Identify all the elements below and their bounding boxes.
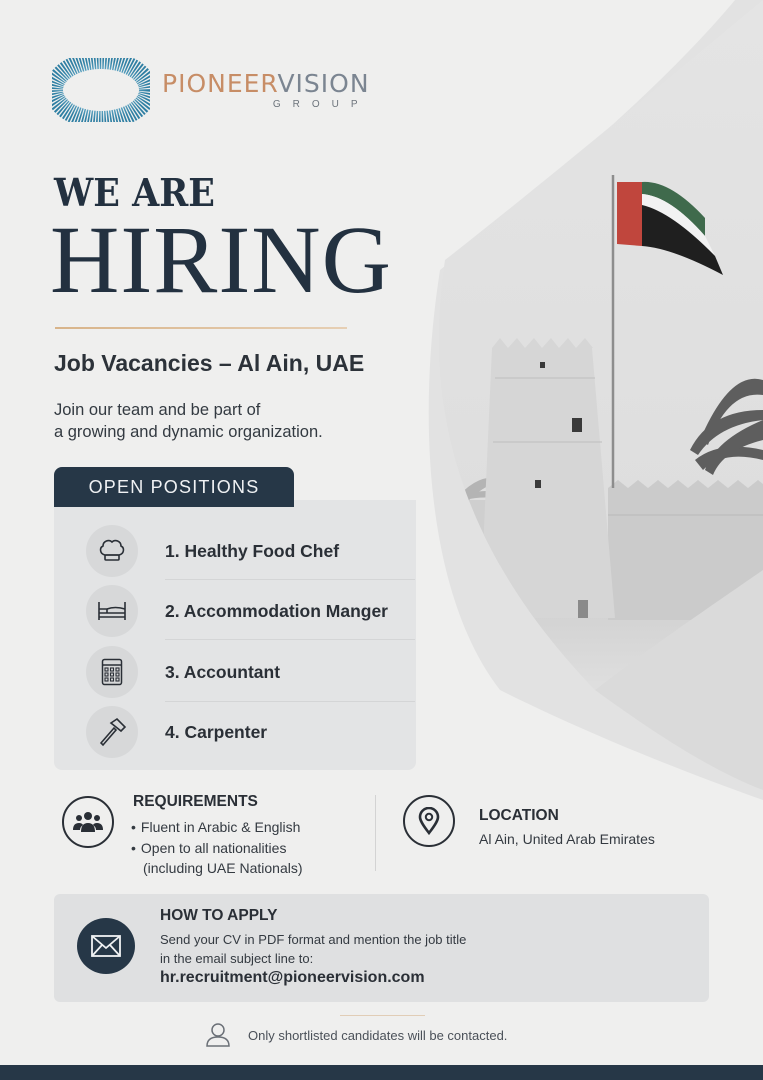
footer-note: Only shortlisted candidates will be contacted. (205, 1022, 507, 1048)
divider (165, 639, 415, 640)
how-to-apply-title: HOW TO APPLY (160, 907, 278, 924)
location-title: LOCATION (479, 807, 559, 824)
headline-we-are: WE ARE (54, 170, 215, 215)
requirements-title: REQUIREMENTS (133, 793, 258, 810)
open-positions-header: OPEN POSITIONS (54, 467, 294, 507)
divider (165, 701, 415, 702)
map-pin-icon (403, 795, 455, 847)
requirement-continuation: (including UAE Nationals) (143, 860, 303, 876)
position-item: 3. Accountant (86, 646, 416, 698)
position-item: 1. Healthy Food Chef (86, 525, 416, 577)
requirement-item: • Fluent in Arabic & English (131, 817, 303, 838)
position-item: 4. Carpenter (86, 706, 416, 758)
location-value: Al Ain, United Arab Emirates (479, 831, 655, 847)
position-item: 2. Accommodation Manger (86, 585, 416, 637)
brand-logo (52, 58, 370, 122)
job-vacancies-subtitle: Job Vacancies – Al Ain, UAE (54, 350, 365, 376)
people-group-icon (62, 796, 114, 848)
headline-hiring: HIRING (50, 206, 392, 313)
divider (165, 579, 415, 580)
brand-name: PIONEERVISION (162, 68, 370, 98)
footer-divider (340, 1015, 425, 1016)
vertical-divider (375, 795, 376, 871)
brand-group: GROUP (272, 98, 370, 110)
intro-text: Join our team and be part of a growing and dynamic organization. (54, 401, 323, 441)
user-outline-icon (205, 1022, 231, 1048)
footer-bar (0, 1065, 763, 1080)
requirements-list (131, 817, 303, 879)
chef-hat-icon (86, 525, 138, 577)
gold-divider (55, 327, 347, 329)
apply-email-link[interactable]: hr.recruitment@pioneervision.com (160, 969, 425, 986)
hammer-icon (86, 706, 138, 758)
calculator-icon (86, 646, 138, 698)
envelope-icon (77, 918, 135, 974)
how-to-apply-instructions: Send your CV in PDF format and mention the job title in the email subject line to: (160, 932, 467, 966)
bed-icon (86, 585, 138, 637)
radial-eye-logo-icon (52, 58, 150, 122)
requirement-item: • Open to all nationalities (131, 838, 303, 859)
